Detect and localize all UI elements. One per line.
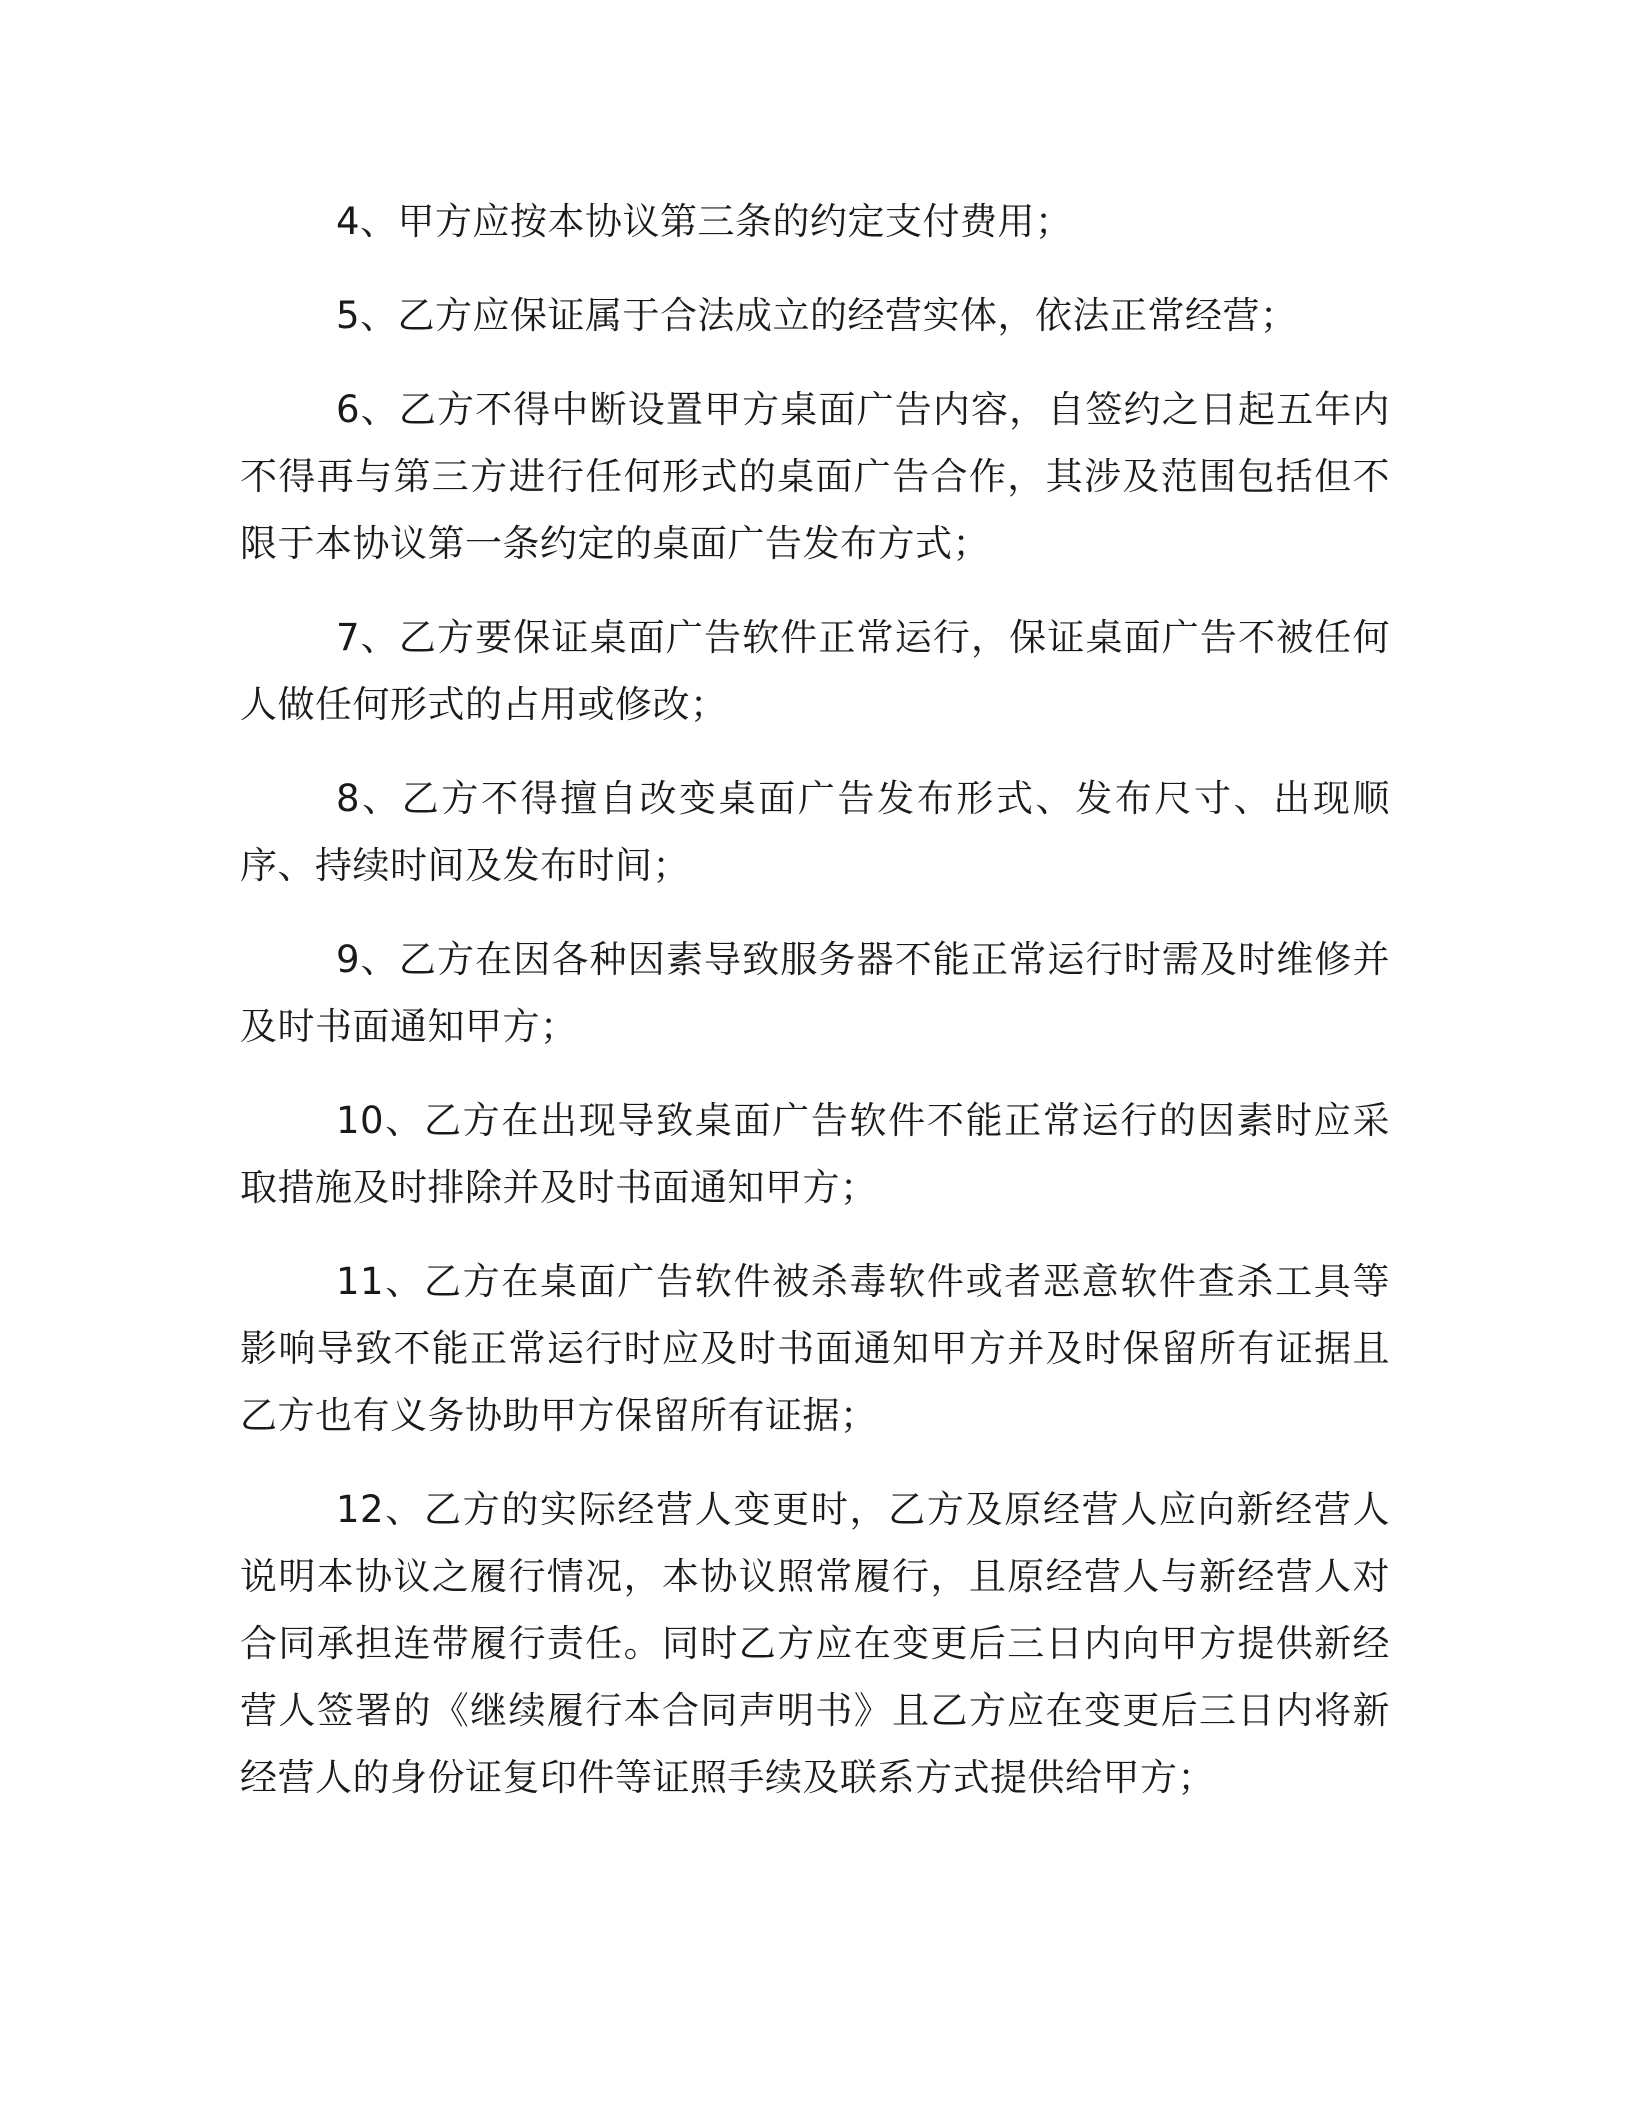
clause-5: 5、乙方应保证属于合法成立的经营实体，依法正常经营；	[336, 294, 1298, 337]
clause-4: 4、甲方应按本协议第三条的约定支付费用；	[336, 200, 1073, 243]
clause-9: 9、乙方在因各种因素导致服务器不能正常运行时需及时维修并及时书面通知甲方；	[240, 938, 1390, 1048]
clause-7: 7、乙方要保证桌面广告软件正常运行，保证桌面广告不被任何人做任何形式的占用或修改；	[240, 616, 1390, 726]
clause-11: 11、乙方在桌面广告软件被杀毒软件或者恶意软件查杀工具等影响导致不能正常运行时应及时书面通知甲方并及时保留所有证据且乙方也有义务协助甲方保留所有证据；	[240, 1260, 1390, 1437]
clause-10: 10、乙方在出现导致桌面广告软件不能正常运行的因素时应采取措施及时排除并及时书面通知甲方；	[240, 1099, 1390, 1209]
document-body	[240, 188, 1390, 1838]
clause-8: 8、乙方不得擅自改变桌面广告发布形式、发布尺寸、出现顺序、持续时间及发布时间；	[240, 777, 1390, 887]
clause-12: 12、乙方的实际经营人变更时，乙方及原经营人应向新经营人说明本协议之履行情况，本协议照常履行，且原经营人与新经营人对合同承担连带履行责任。同时乙方应在变更后三日内向甲方提供新经营人签署的《继续履行本合同声明书》且乙方应在变更后三日内将新经营人的身份证复印件等证照手续及联系方式提供给甲方；	[240, 1488, 1390, 1799]
clause-6: 6、乙方不得中断设置甲方桌面广告内容，自签约之日起五年内不得再与第三方进行任何形式的桌面广告合作，其涉及范围包括但不限于本协议第一条约定的桌面广告发布方式；	[240, 388, 1390, 565]
